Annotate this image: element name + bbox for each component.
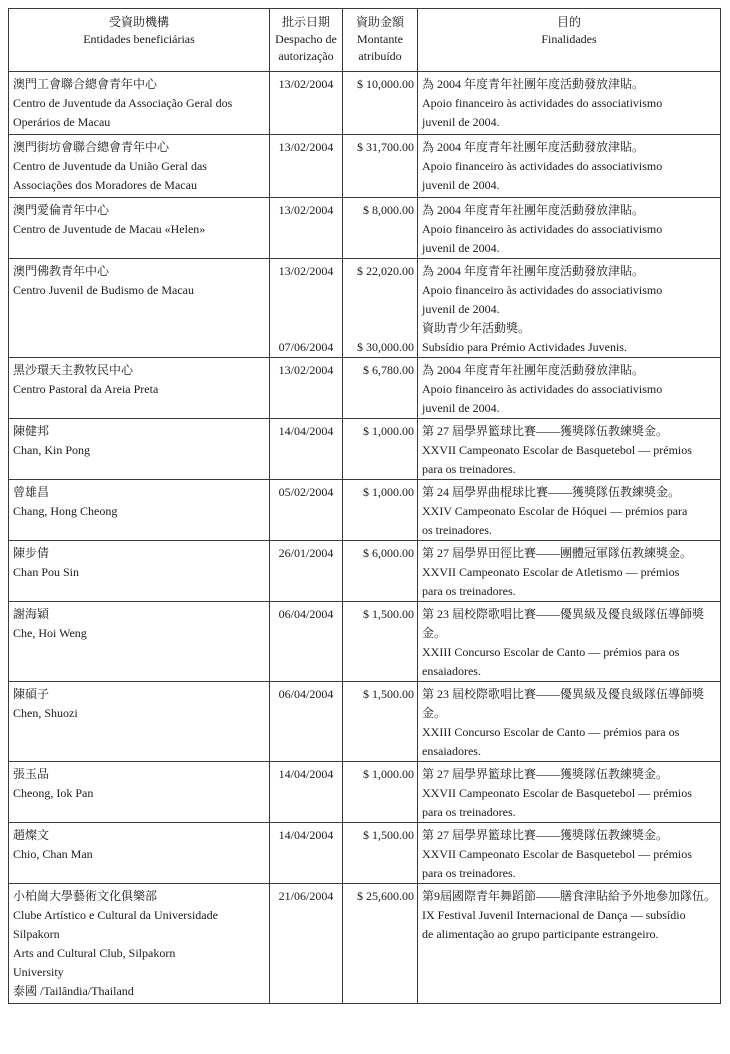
table-row [9, 762, 721, 823]
amount-value: $ 1,500.00 [363, 828, 414, 842]
purpose-line: 第9屆國際青年舞蹈節——膳食津貼給予外地參加隊伍。 [422, 889, 717, 903]
amount-cell [343, 823, 418, 884]
amount-value: $ 1,000.00 [363, 485, 414, 499]
purpose-cell [418, 602, 721, 682]
amount-cell [343, 198, 418, 259]
subsidy-table [8, 8, 721, 1004]
header-line: 受資助機構 [108, 15, 169, 29]
entity-line: 陳步倩 [13, 546, 50, 560]
purpose-line: Apoio financeiro às actividades do associativismo [422, 382, 663, 396]
table-row [9, 480, 721, 541]
date-cell [270, 884, 343, 1004]
approval-date: 13/02/2004 [278, 264, 334, 278]
approval-date: 14/04/2004 [278, 424, 334, 438]
purpose-cell [418, 259, 721, 358]
purpose-cell [418, 135, 721, 198]
date-cell [270, 135, 343, 198]
entity-line: Centro Juvenil de Budismo de Macau [13, 283, 194, 297]
table-row [9, 358, 721, 419]
purpose-line: juvenil de 2004. [422, 302, 500, 316]
purpose-line: 金。 [422, 626, 447, 640]
purpose-line: Apoio financeiro às actividades do associativismo [422, 159, 663, 173]
entity-cell [9, 884, 270, 1004]
purpose-line: ensaiadores. [422, 664, 481, 678]
purpose-line: juvenil de 2004. [422, 241, 500, 255]
amount-value: $ 6,780.00 [363, 363, 414, 377]
purpose-cell [418, 419, 721, 480]
purpose-line: 為 2004 年度青年社團年度活動發放津貼。 [422, 264, 645, 278]
entity-line: 陳健邦 [13, 424, 50, 438]
amount-cell [343, 358, 418, 419]
amount-value: $ 22,020.00 [357, 264, 414, 278]
entity-line: 謝海穎 [13, 607, 50, 621]
amount-cell [343, 762, 418, 823]
purpose-line: ensaiadores. [422, 744, 481, 758]
spacer [346, 281, 414, 300]
amount-value: $ 1,000.00 [363, 424, 414, 438]
purpose-line: XXIII Concurso Escolar de Canto — prémios para os [422, 645, 680, 659]
amount-value: $ 25,600.00 [357, 889, 414, 903]
table-row [9, 884, 721, 1004]
entity-line: 泰國 /Tailândia/Thailand [13, 984, 134, 998]
entity-cell [9, 135, 270, 198]
amount-value: $ 8,000.00 [363, 203, 414, 217]
purpose-line: para os treinadores. [422, 462, 516, 476]
entity-line: Chio, Chan Man [13, 847, 93, 861]
spacer [346, 300, 414, 319]
entity-cell [9, 602, 270, 682]
entity-cell [9, 419, 270, 480]
entity-line: Arts and Cultural Club, Silpakorn [13, 946, 176, 960]
entity-cell [9, 358, 270, 419]
header-line: Despacho de [275, 32, 337, 46]
approval-date: 13/02/2004 [278, 77, 334, 91]
amount-cell [343, 541, 418, 602]
entity-line: 黑沙環天主教牧民中心 [13, 363, 134, 377]
entity-line: Chang, Hong Cheong [13, 504, 118, 518]
purpose-line: 第 27 屆學界籃球比賽——獲獎隊伍教練獎金。 [422, 767, 669, 781]
entity-line: 曾雄昌 [13, 485, 50, 499]
approval-date: 06/04/2004 [278, 607, 334, 621]
header-line: Entidades beneficiárias [83, 32, 195, 46]
entity-line: Silpakorn [13, 927, 60, 941]
entity-cell [9, 762, 270, 823]
approval-date: 21/06/2004 [278, 889, 334, 903]
purpose-line: juvenil de 2004. [422, 178, 500, 192]
purpose-line: para os treinadores. [422, 805, 516, 819]
date-cell [270, 358, 343, 419]
purpose-line: juvenil de 2004. [422, 115, 500, 129]
purpose-line: Apoio financeiro às actividades do associativismo [422, 283, 663, 297]
entity-line: University [13, 965, 64, 979]
table-row [9, 135, 721, 198]
purpose-cell [418, 884, 721, 1004]
entity-line: Che, Hoi Weng [13, 626, 87, 640]
purpose-line: 金。 [422, 706, 447, 720]
purpose-cell [418, 823, 721, 884]
amount-cell [343, 135, 418, 198]
header-line: atribuído [358, 49, 402, 63]
purpose-line: Apoio financeiro às actividades do associativismo [422, 222, 663, 236]
amount-cell [343, 259, 418, 358]
purpose-line: para os treinadores. [422, 584, 516, 598]
table-row [9, 198, 721, 259]
spacer [273, 300, 339, 319]
approval-date: 14/04/2004 [278, 828, 334, 842]
purpose-line: os treinadores. [422, 523, 492, 537]
purpose-cell [418, 72, 721, 135]
entity-cell [9, 823, 270, 884]
entity-line: Clube Artístico e Cultural da Universidade [13, 908, 218, 922]
table-row [9, 72, 721, 135]
approval-date: 13/02/2004 [278, 140, 334, 154]
amount-value: $ 31,700.00 [357, 140, 414, 154]
purpose-line: XXIV Campeonato Escolar de Hóquei — prémios para [422, 504, 688, 518]
purpose-line: 為 2004 年度青年社團年度活動發放津貼。 [422, 363, 645, 377]
amount-value: $ 10,000.00 [357, 77, 414, 91]
entity-line: 澳門街坊會聯合總會青年中心 [13, 140, 170, 154]
entity-line: Associações dos Moradores de Macau [13, 178, 197, 192]
approval-date: 26/01/2004 [278, 546, 334, 560]
entity-line: Centro de Juventude de Macau «Helen» [13, 222, 206, 236]
date-cell [270, 198, 343, 259]
approval-date: 05/02/2004 [278, 485, 334, 499]
purpose-line: IX Festival Juvenil Internacional de Dança — subsídio [422, 908, 686, 922]
table-row [9, 541, 721, 602]
header-row [9, 9, 721, 72]
header-date [270, 9, 343, 72]
date-cell [270, 682, 343, 762]
header-line: Montante [357, 32, 403, 46]
header-line: 批示日期 [281, 15, 330, 29]
entity-line: 趙燦文 [13, 828, 50, 842]
purpose-cell [418, 358, 721, 419]
purpose-line: 第 23 屆校際歌唱比賽——優異級及優良級隊伍導師獎 [422, 607, 705, 621]
entity-cell [9, 259, 270, 358]
amount-cell [343, 72, 418, 135]
spacer [273, 281, 339, 300]
amount-value: $ 1,500.00 [363, 687, 414, 701]
date-cell [270, 480, 343, 541]
date-cell [270, 541, 343, 602]
purpose-cell [418, 762, 721, 823]
entity-cell [9, 541, 270, 602]
entity-cell [9, 72, 270, 135]
purpose-line: Apoio financeiro às actividades do associativismo [422, 96, 663, 110]
purpose-line: de alimentação ao grupo participante estrangeiro. [422, 927, 659, 941]
purpose-line: XXVII Campeonato Escolar de Basquetebol — prémios [422, 847, 692, 861]
entity-cell [9, 480, 270, 541]
purpose-cell [418, 480, 721, 541]
purpose-cell [418, 682, 721, 762]
header-line: 目的 [556, 15, 581, 29]
table-row [9, 419, 721, 480]
purpose-line: juvenil de 2004. [422, 401, 500, 415]
purpose-line: 資助青少年活動獎。 [422, 321, 531, 335]
entity-line: 張玉品 [13, 767, 50, 781]
spacer [273, 319, 339, 338]
date-cell [270, 762, 343, 823]
purpose-line: para os treinadores. [422, 866, 516, 880]
entity-line: 澳門愛倫青年中心 [13, 203, 110, 217]
purpose-line: 為 2004 年度青年社團年度活動發放津貼。 [422, 77, 645, 91]
entity-line: Centro de Juventude da Associação Geral dos [13, 96, 233, 110]
amount-value: $ 30,000.00 [357, 340, 414, 354]
purpose-cell [418, 198, 721, 259]
document-page [8, 8, 721, 1004]
date-cell [270, 823, 343, 884]
entity-line: 小柏崗大學藝術文化俱樂部 [13, 889, 158, 903]
date-cell [270, 259, 343, 358]
entity-line: Centro de Juventude da União Geral das [13, 159, 207, 173]
amount-value: $ 6,000.00 [363, 546, 414, 560]
purpose-line: 第 24 屆學界曲棍球比賽——獲獎隊伍教練獎金。 [422, 485, 681, 499]
header-line: 資助金額 [355, 15, 404, 29]
purpose-line: 第 27 屆學界田徑比賽——團體冠軍隊伍教練獎金。 [422, 546, 693, 560]
approval-date: 07/06/2004 [278, 340, 334, 354]
amount-value: $ 1,500.00 [363, 607, 414, 621]
purpose-line: XXVII Campeonato Escolar de Basquetebol — prémios [422, 443, 692, 457]
header-amount [343, 9, 418, 72]
amount-value: $ 1,000.00 [363, 767, 414, 781]
purpose-line: XXVII Campeonato Escolar de Atletismo — prémios [422, 565, 680, 579]
purpose-line: 第 27 屆學界籃球比賽——獲獎隊伍教練獎金。 [422, 828, 669, 842]
purpose-line: 第 27 屆學界籃球比賽——獲獎隊伍教練獎金。 [422, 424, 669, 438]
purpose-line: XXVII Campeonato Escolar de Basquetebol — prémios [422, 786, 692, 800]
amount-cell [343, 419, 418, 480]
amount-cell [343, 682, 418, 762]
header-line: Finalidades [541, 32, 597, 46]
amount-cell [343, 602, 418, 682]
header-line: autorização [278, 49, 334, 63]
purpose-line: XXIII Concurso Escolar de Canto — prémios para os [422, 725, 680, 739]
header-entity [9, 9, 270, 72]
approval-date: 06/04/2004 [278, 687, 334, 701]
amount-cell [343, 480, 418, 541]
purpose-cell [418, 541, 721, 602]
table-row [9, 823, 721, 884]
header-purpose [418, 9, 721, 72]
table-row [9, 682, 721, 762]
table-body [9, 72, 721, 1004]
amount-cell [343, 884, 418, 1004]
entity-line: Chan Pou Sin [13, 565, 80, 579]
entity-line: 澳門佛教青年中心 [13, 264, 110, 278]
entity-cell [9, 198, 270, 259]
entity-line: Chan, Kin Pong [13, 443, 91, 457]
table-row [9, 259, 721, 358]
entity-cell [9, 682, 270, 762]
entity-line: Cheong, Iok Pan [13, 786, 94, 800]
approval-date: 13/02/2004 [278, 363, 334, 377]
table-row [9, 602, 721, 682]
purpose-line: 為 2004 年度青年社團年度活動發放津貼。 [422, 203, 645, 217]
approval-date: 13/02/2004 [278, 203, 334, 217]
purpose-line: Subsídio para Prémio Actividades Juvenis. [422, 340, 627, 354]
entity-line: Chen, Shuozi [13, 706, 78, 720]
entity-line: 陳碩子 [13, 687, 50, 701]
purpose-line: 第 23 屆校際歌唱比賽——優異級及優良級隊伍導師獎 [422, 687, 705, 701]
date-cell [270, 72, 343, 135]
purpose-line: 為 2004 年度青年社團年度活動發放津貼。 [422, 140, 645, 154]
entity-line: Operários de Macau [13, 115, 111, 129]
entity-line: 澳門工會聯合總會青年中心 [13, 77, 158, 91]
date-cell [270, 602, 343, 682]
spacer [346, 319, 414, 338]
date-cell [270, 419, 343, 480]
approval-date: 14/04/2004 [278, 767, 334, 781]
entity-line: Centro Pastoral da Areia Preta [13, 382, 159, 396]
